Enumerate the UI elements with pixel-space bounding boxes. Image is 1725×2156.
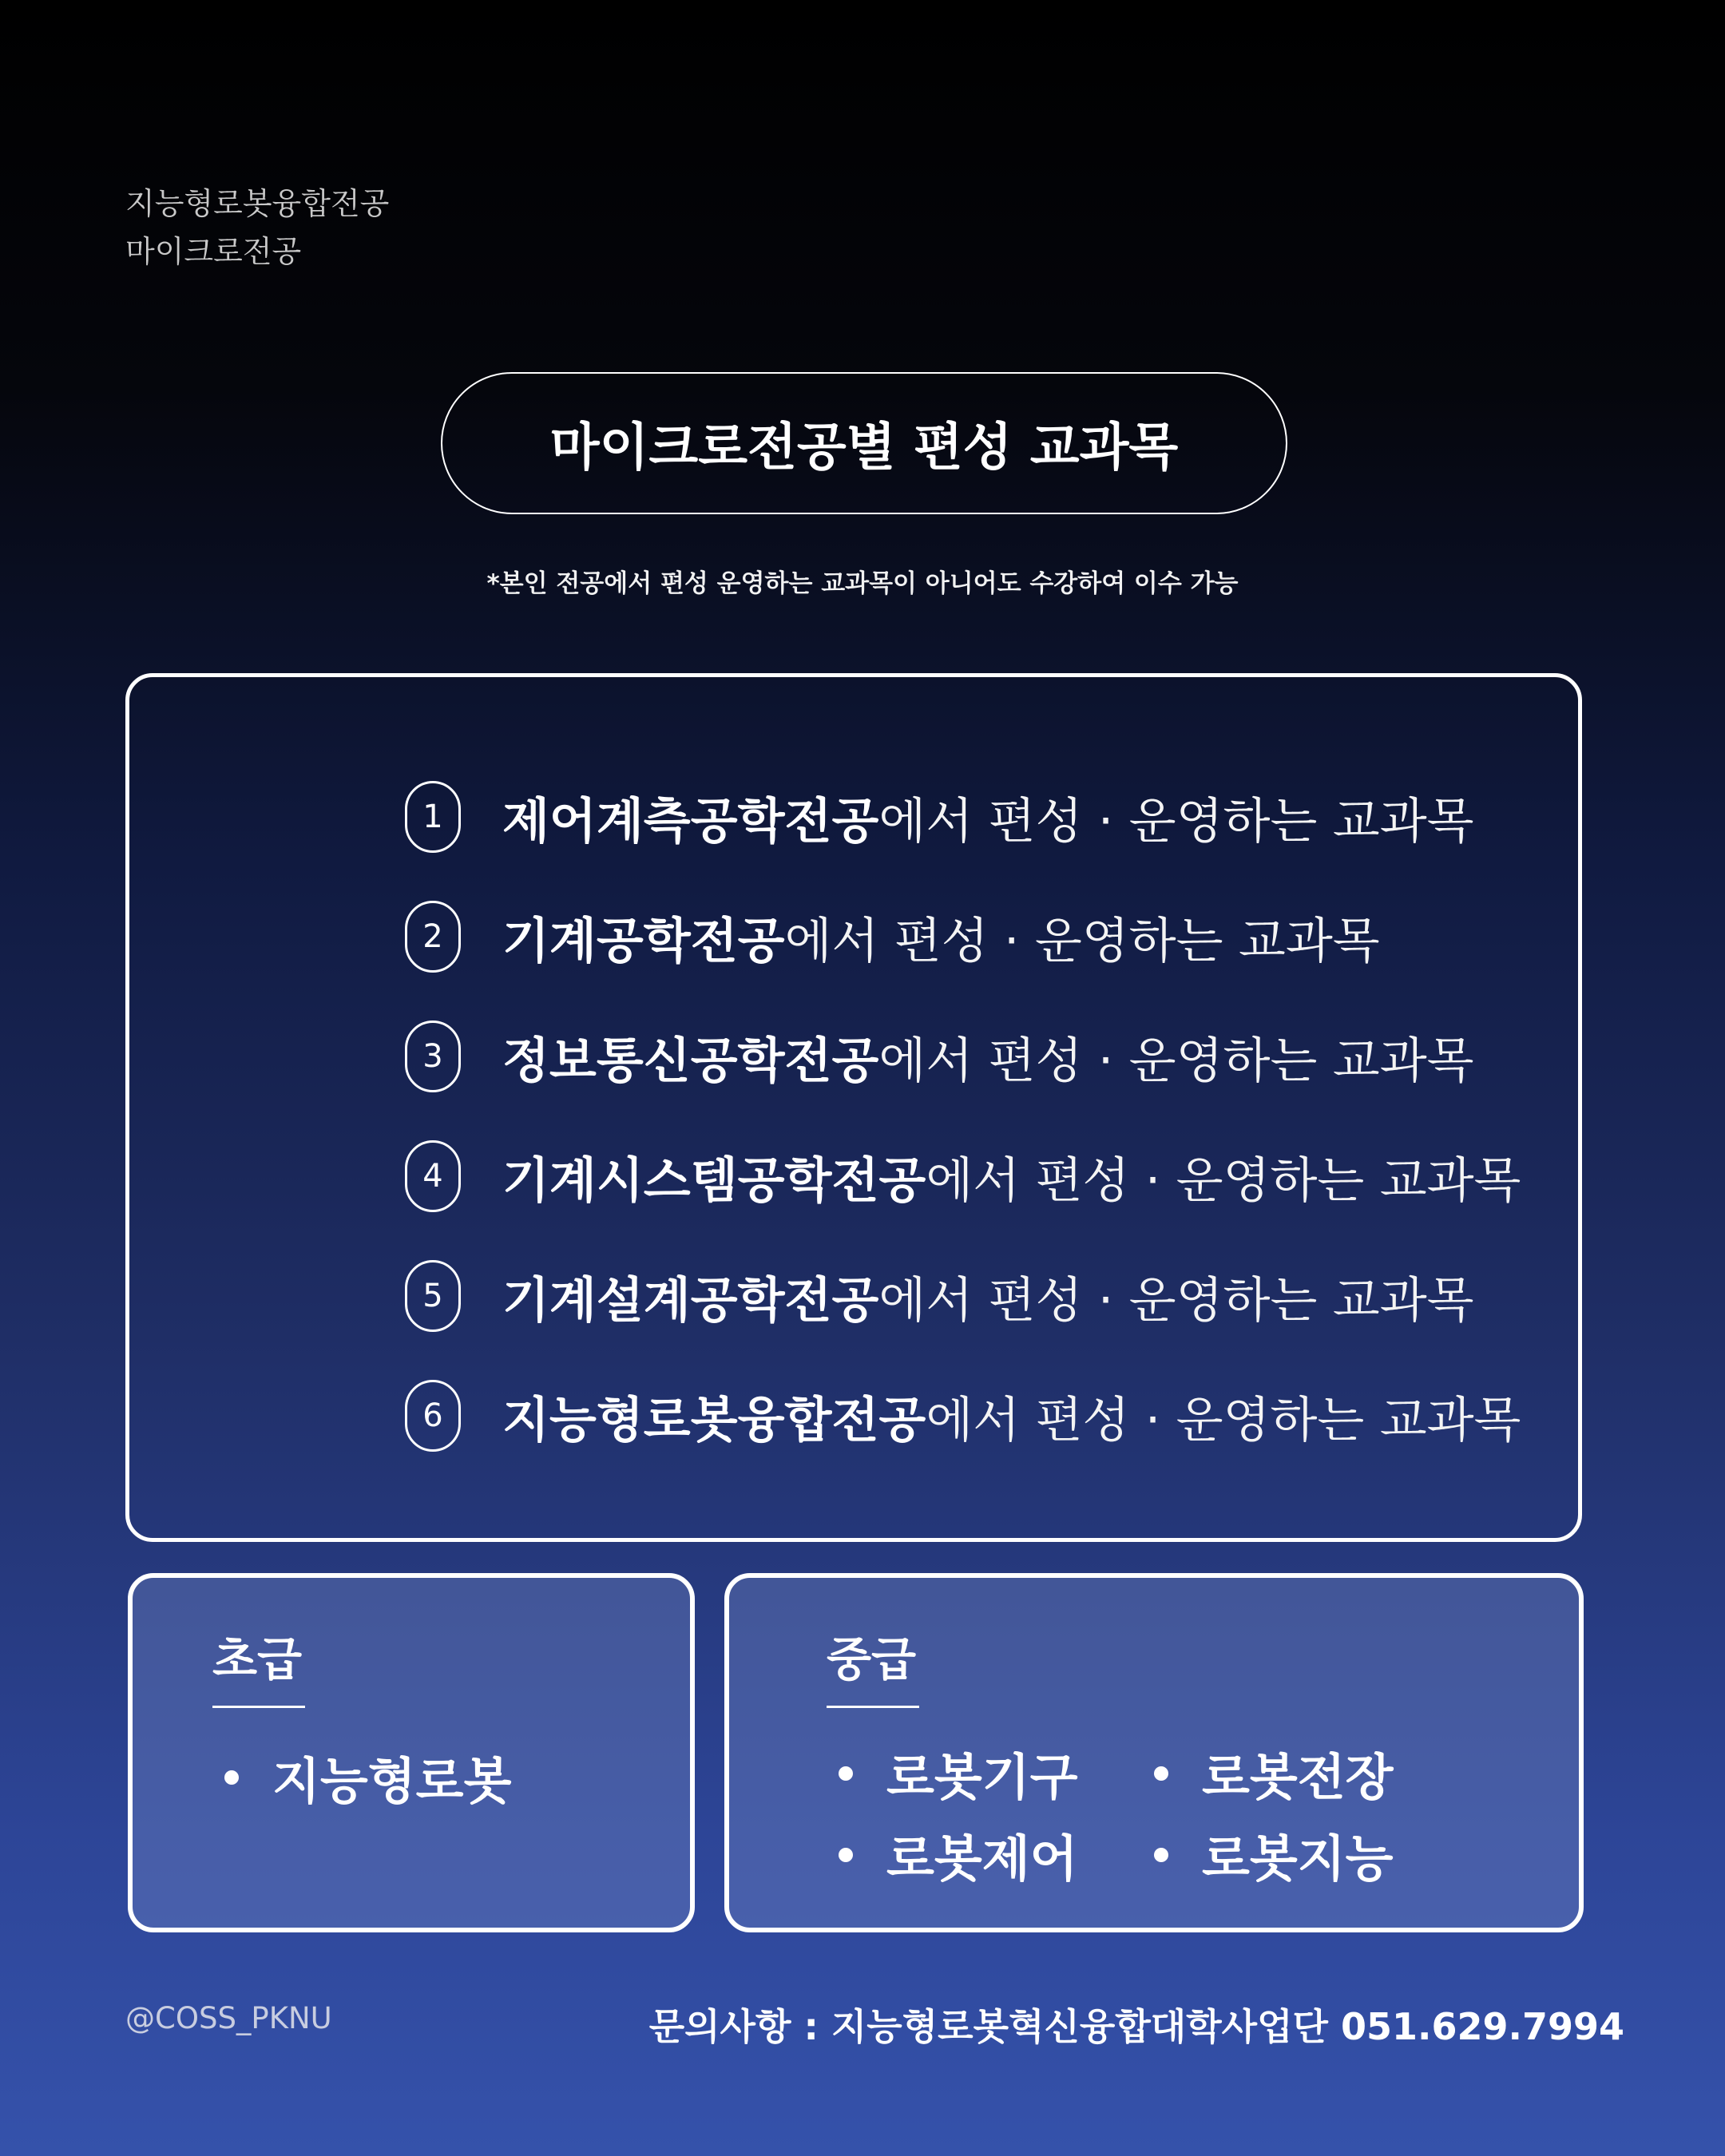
list-item-text [502,783,1474,852]
course-label: 로봇제어 [886,1829,1078,1888]
beginner-title: 초급 [212,1632,303,1686]
list-item [405,897,1380,977]
major-name: 기계설계공학전공 [502,1271,879,1329]
course-label: 지능형로봇 [272,1752,512,1810]
sns-handle: @COSS_PKNU [125,2001,332,2035]
number-badge: 1 [405,781,461,853]
course-label: 로봇전장 [1202,1748,1394,1806]
list-item [405,1376,1521,1456]
list-item-rest: 에서 편성 · 운영하는 교과목 [878,1032,1474,1089]
major-name: 기계공학전공 [502,912,785,969]
bullet-dot-icon [839,1848,853,1862]
beginner-course [224,1742,511,1813]
list-item-text [502,902,1380,972]
major-name: 기계시스템공학전공 [502,1151,926,1209]
intermediate-title: 중급 [827,1632,917,1686]
contact-info: 문의사항 : 지능형로봇혁신융합대학사업단 051.629.7994 [648,2005,1624,2048]
number-badge: 2 [405,901,461,973]
major-name: 제어계측공학전공 [502,792,879,850]
number-badge: 6 [405,1380,461,1452]
list-item-text [502,1022,1474,1092]
department-label [125,180,389,275]
intermediate-course [839,1819,1078,1890]
list-item-rest: 에서 편성 · 운영하는 교과목 [926,1391,1521,1449]
list-item-text [502,1142,1521,1211]
intermediate-box [724,1573,1584,1932]
list-item [405,777,1474,857]
number-badge: 3 [405,1021,461,1092]
intermediate-course [1154,1819,1394,1890]
beginner-title-underline [212,1706,305,1708]
list-item-rest: 에서 편성 · 운영하는 교과목 [784,912,1380,969]
list-item-text [502,1381,1521,1451]
page-subtitle: *본인 전공에서 편성 운영하는 교과목이 아니어도 수강하여 이수 가능 [486,569,1239,598]
major-name: 정보통신공학전공 [502,1032,879,1089]
list-item [405,1136,1521,1216]
list-item-text [502,1262,1474,1331]
bullet-dot-icon [1154,1848,1168,1862]
major-list-box [125,673,1582,1542]
list-item [405,1017,1474,1096]
list-item-rest: 에서 편성 · 운영하는 교과목 [878,1271,1474,1329]
beginner-box [128,1573,695,1932]
intermediate-title-underline [827,1706,919,1708]
list-item-rest: 에서 편성 · 운영하는 교과목 [926,1151,1521,1209]
intermediate-course [839,1738,1078,1809]
department-label-line2: 마이크로전공 [125,234,302,269]
major-name: 지능형로봇융합전공 [502,1391,926,1449]
page-title: 마이크로전공별 편성 교과목 [441,372,1287,514]
department-label-line1: 지능형로봇융합전공 [125,186,390,221]
course-label: 로봇지능 [1202,1829,1394,1888]
bullet-dot-icon [1154,1766,1168,1781]
number-badge: 5 [405,1260,461,1332]
list-item-rest: 에서 편성 · 운영하는 교과목 [878,792,1474,850]
number-badge: 4 [405,1140,461,1212]
bullet-dot-icon [839,1766,853,1781]
list-item [405,1256,1474,1336]
bullet-dot-icon [224,1770,239,1785]
intermediate-course [1154,1738,1394,1809]
course-label: 로봇기구 [886,1748,1078,1806]
